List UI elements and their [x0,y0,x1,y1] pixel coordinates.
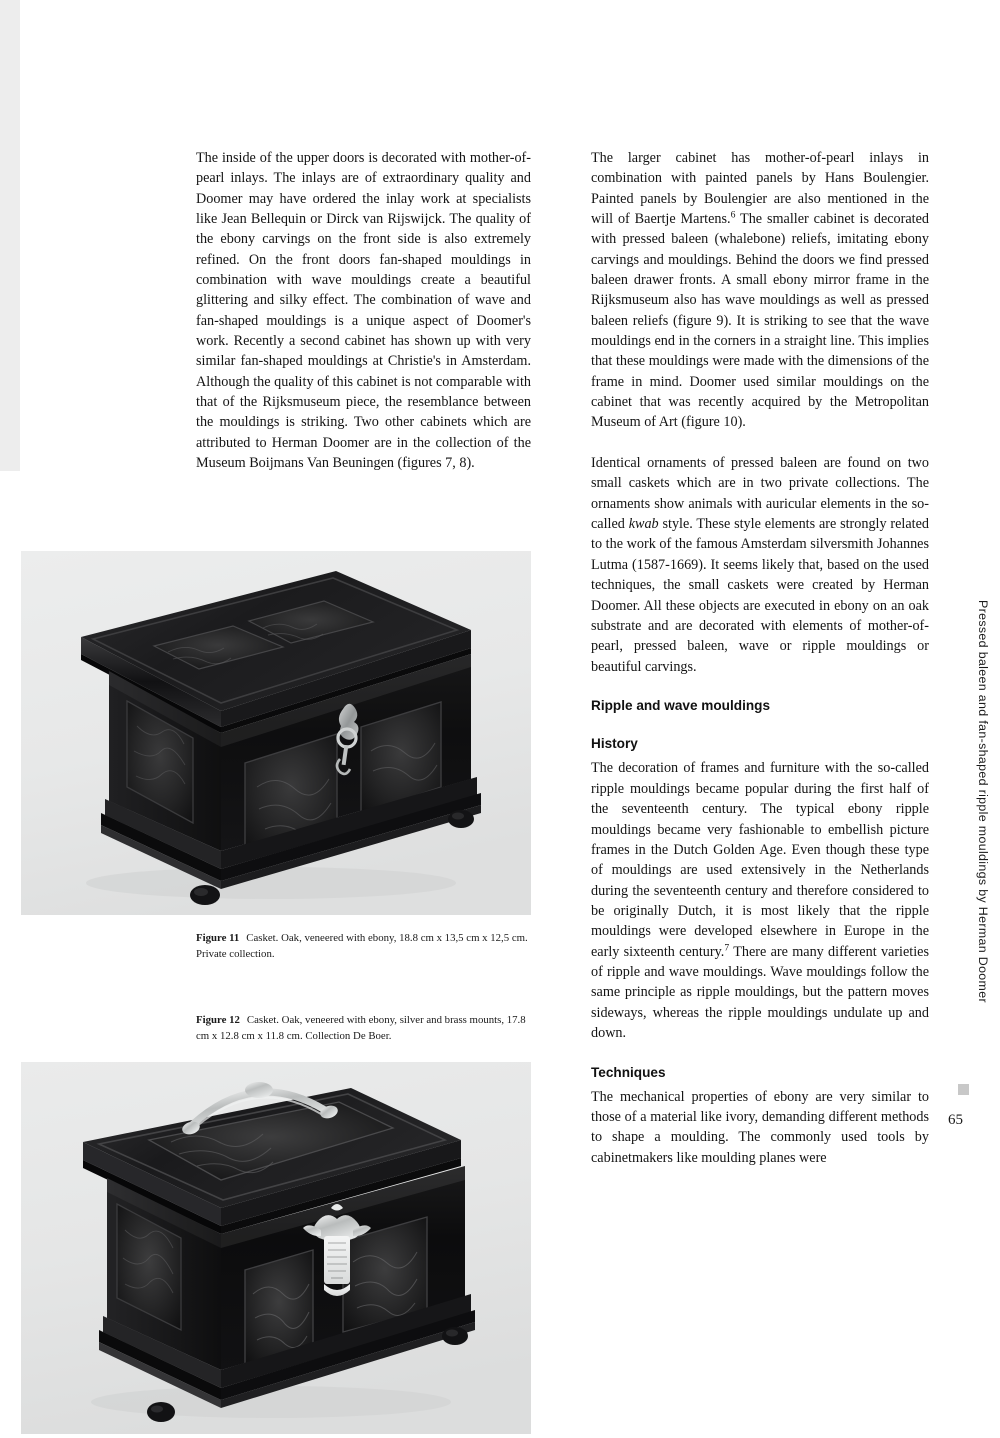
paragraph-identical-ornaments [591,453,929,677]
term-kwab: kwab [628,516,659,533]
figure-11-caption-text: Casket. Oak, veneered with ebony, 18.8 cm x 13,5 cm x 12,5 cm. Private collection. [196,932,528,961]
heading-techniques: Techniques [591,1064,666,1080]
figure-12-caption [196,1012,532,1044]
casket-illustration-2 [21,1062,531,1434]
figure-11-label: Figure 11 [196,932,240,944]
running-head-vertical: Pressed baleen and fan-shaped ripple mouldings by Herman Doomer [976,600,990,1003]
body-column-left [196,148,531,474]
heading-ripple-and-wave-mouldings: Ripple and wave mouldings [591,698,771,714]
paragraph-text-cont: There are many different varieties of ripple and wave mouldings. Wave mouldings follow the same principle as ripple mouldings, but the pattern moves sideways, whereas the ripple mouldings undulate up and down. [591,943,929,1041]
figure-11-photograph [21,551,531,915]
paragraph-text-cont: style. These style elements are strongly related to the work of the famous Amsterdam silversmith Johannes Lutma (1587-1669). It seems likely that, based on the used techniques, the small caskets were created by Herman Doomer. All these objects are executed in ebony on an oak substrate and are decorated with elements of mother-of-pearl, pressed baleen, wave or ripple mouldings or beautiful carvings. [591,516,929,675]
casket-illustration-1 [21,551,531,915]
figure-12-caption-text: Casket. Oak, veneered with ebony, silver and brass mounts, 17.8 cm x 12.8 cm x 11.8 cm. Collection De Boer. [196,1014,526,1043]
figure-12-photograph [21,1062,531,1434]
paragraph-text-cont: The smaller cabinet is decorated with pressed baleen (whalebone) reliefs, imitating ebony carvings and mouldings. Behind the doors we find pressed baleen drawer fronts. A small ebony mirror frame in the Rijksmuseum also has wave mouldings as well as pressed baleen reliefs (figure 9). It is striking to see that the wave mouldings end in the corners in a straight line. This implies that these mouldings were made with the dimensions of the frame in mind. Doomer used similar mouldings on the cabinet that was recently acquired by the Metropolitan Museum of Art (figure 10). [591,211,929,431]
paragraph-history [591,758,929,1043]
paragraph-larger-cabinet [591,148,929,433]
figure-11-caption [196,930,532,962]
paragraph-text: Identical ornaments of pressed baleen are found on two small caskets which are in two private collections. The ornaments show animals with auricular elements in the so-called [591,455,929,533]
heading-history: History [591,736,638,752]
running-head-marker [958,1084,969,1095]
paragraph-text: The decoration of frames and furniture with the so-called ripple mouldings became popular during the first half of the seventeenth century. The typical ebony ripple mouldings became very fashionable to embellish picture frames in the Dutch Golden Age. Even though these type of mouldings are used extensively in the Netherlands during the seventeenth century and therefore considered to be originally Dutch, it is most likely that the ripple mouldings were developed elsewhere in Europe in the early sixteenth century. [591,760,929,960]
left-bleed-strip [0,0,20,471]
footnote-ref-7[interactable]: 7 [724,941,730,953]
footnote-ref-6[interactable]: 6 [730,209,736,221]
paragraph-text: The larger cabinet has mother-of-pearl inlays in combination with painted panels by Hans Boulengier. Painted panels by Boulengier are also mentioned in the will of Baertje Martens. [591,150,929,228]
paragraph-techniques: The mechanical properties of ebony are very similar to those of a material like ivory, demanding different methods to shape a moulding. The commonly used tools by cabinetmakers like moulding planes were [591,1088,929,1166]
page-number: 65 [948,1112,963,1128]
figure-12-label: Figure 12 [196,1014,240,1026]
body-column-right [591,148,929,1168]
paragraph: The inside of the upper doors is decorated with mother-of-pearl inlays. The inlays are of extraordinary quality and Doomer may have ordered the inlay work at specialists like Jean Bellequin or Dirck van Rijswijck. The quality of the ebony carvings on the front side is also extremely refined. On the front doors fan-shaped mouldings in combination with wave mouldings create a beautiful glittering and silky effect. The combination of wave and fan-shaped mouldings is a unique aspect of Doomer's work. Recently a second cabinet has shown up with very similar fan-shaped mouldings at Christie's in Amsterdam. Although the quality of this cabinet is not comparable with that of the Rijksmuseum piece, the resemblance between the mouldings is striking. Two other cabinets which are attributed to Herman Doomer are in the collection of the Museum Boijmans Van Beuningen (figures 7, 8). [196,150,531,472]
